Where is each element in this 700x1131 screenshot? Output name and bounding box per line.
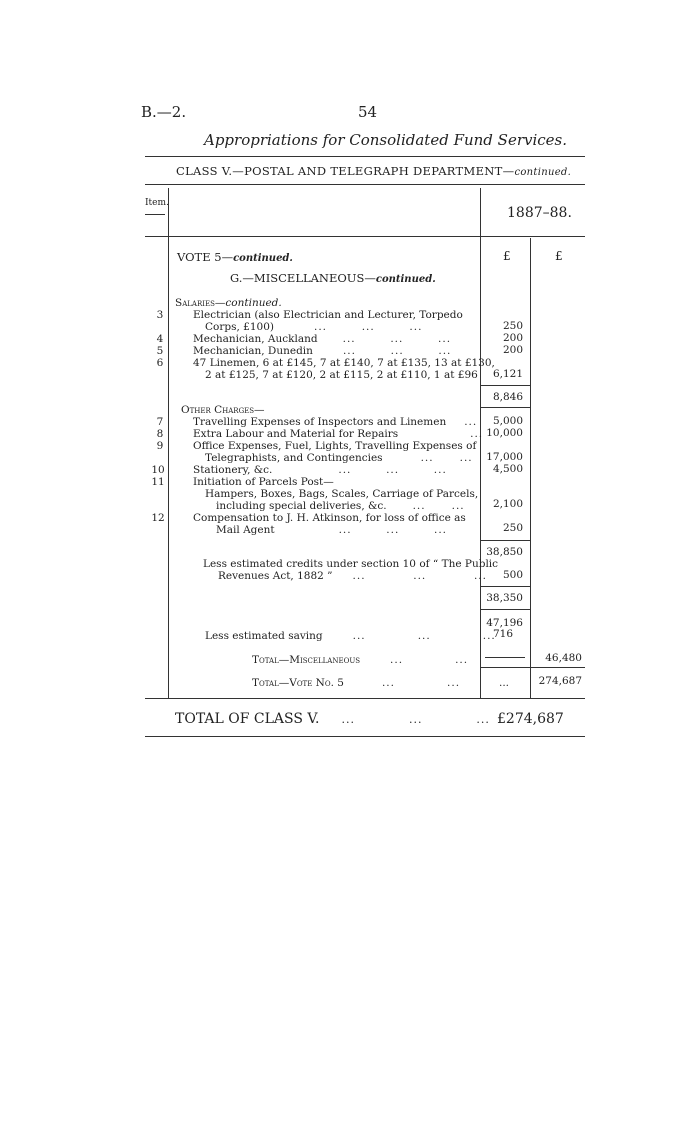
line-text: TOTAL OF CLASS V. [175,711,320,727]
line-item-description: 2 at £125, 7 at £120, 2 at £115, 2 at £110, 1 at £96 [205,369,478,381]
item-number: 10 [151,464,165,476]
leader-dots: ... [470,428,484,440]
leader-dots: ... ... ... [352,630,496,642]
section-heading-text: G.—MISCELLANEOUS— [230,271,376,285]
item-number: 12 [151,512,165,524]
class-heading [176,164,571,178]
saving-label [205,630,496,642]
line-text: Mail Agent [216,524,275,536]
leader-dots: ... ... ... [338,464,447,476]
total-misc-label [252,654,468,666]
document-ref: B.—2. [141,103,187,121]
line-text: Stationery, &c. [193,464,273,476]
line-item-description: 47 Linemen, 6 at £145, 7 at £140, 7 at £135, 13 at £130, [193,357,495,369]
vote-heading-text: VOTE 5— [177,250,234,264]
leader-dots: ... ... ... [338,524,448,536]
line-text: Less estimated saving [205,630,323,642]
subtotal-rule [481,540,530,541]
line-text: Travelling Expenses of Inspectors and Linemen [193,416,447,428]
class-heading-continued: continued. [514,167,572,178]
item-number: 4 [156,333,164,345]
leader-dots: ... [464,416,478,428]
item-number: 5 [156,345,164,357]
subtotal-amount: 47,196 [486,617,523,629]
page-number: 54 [358,103,378,121]
total-vote-col1: ... [499,677,510,689]
amount: 6,121 [492,368,523,380]
leader-dots: ... ... ... [352,570,487,582]
item-number: 8 [156,428,164,440]
other-charges-total: 38,850 [486,546,523,558]
leader-dots: ... ... [420,452,473,464]
amount: 2,100 [492,498,523,510]
line-text: Revenues Act, 1882 ” [218,570,333,582]
year-header: 1887–88. [507,205,572,221]
total-class-amount: £274,687 [497,711,564,727]
after-credits-amount: 38,350 [486,592,523,604]
rule-header [145,236,585,237]
item-number: 9 [156,440,164,452]
salaries-heading-continued: continued. [225,297,282,309]
line-item-description [205,321,422,333]
leader-dots: ... ... ... [313,321,423,333]
amount: 250 [502,320,523,332]
line-text: including special deliveries, &c. [216,500,387,512]
leader-dots: ... ... [412,500,465,512]
rule-bottom [145,736,585,737]
pound-col2: £ [555,249,563,263]
amount: 17,000 [486,451,523,463]
line-item-description [216,524,447,536]
line-text: Total—Vote No. 5 [252,677,344,689]
page-title: Appropriations for Consolidated Fund Services. [204,131,568,149]
credits-description: Less estimated credits under section 10 of “ The Public [203,558,499,570]
vote-heading-continued: continued. [233,253,293,264]
saving-amount: 716 [492,628,513,640]
leader-dots: ... ... ... [342,345,452,357]
line-item-description [193,428,483,440]
rule-table-bottom [145,698,585,699]
item-header: Item. [145,198,169,208]
line-item-description [205,452,473,464]
vote-heading [177,250,293,264]
line-item-description: Office Expenses, Fuel, Lights, Travelling Expenses of [193,440,477,452]
item-number: 3 [156,309,164,321]
amount: 10,000 [486,427,523,439]
line-text: Telegraphists, and Contingencies [205,452,383,464]
total-vote-amount: 274,687 [538,675,582,687]
item-number: 6 [156,357,164,369]
item-number: 11 [151,476,165,488]
line-item-description [193,416,477,428]
subtotal-rule [481,407,530,408]
line-item-description [193,345,451,357]
amount: 200 [502,332,523,344]
amount: 250 [502,522,523,534]
line-text: Extra Labour and Material for Repairs [193,428,399,440]
line-text: Mechanician, Auckland [193,333,318,345]
leader-dots: ... ... ... [342,333,452,345]
line-text: Mechanician, Dunedin [193,345,313,357]
line-item-description [193,333,451,345]
leader-dots: ... ... ... [341,713,490,726]
amount: 4,500 [492,463,523,475]
rule-class [145,184,585,185]
line-item-description [216,500,465,512]
pound-col1: £ [503,249,511,263]
amount-subcolumn-divider [530,238,531,698]
item-underline [145,214,165,215]
salaries-heading-text: Salaries— [175,297,226,309]
section-heading-continued: continued. [375,274,436,285]
item-number: 7 [156,416,164,428]
total-class-label [175,711,490,727]
line-text: Total—Miscellaneous [252,654,361,666]
leader-dots: ... ... [390,654,469,666]
line-item-description: Initiation of Parcels Post— [193,476,334,488]
total-misc-rule [485,657,525,658]
total-rule [481,667,585,668]
section-heading [230,271,436,285]
line-item-description: Compensation to J. H. Atkinson, for loss of office as [193,512,466,524]
credits-amount: 500 [502,569,523,581]
credits-description [218,570,487,582]
subtotal-rule [481,586,530,587]
salaries-heading [175,297,282,309]
subtotal-rule [481,609,530,610]
rule-top [145,156,585,157]
class-heading-text: CLASS V.—POSTAL AND TELEGRAPH DEPARTMENT— [176,164,515,178]
other-charges-heading: Other Charges— [181,404,265,416]
line-item-description [193,464,447,476]
line-item-description: Electrician (also Electrician and Lecturer, Torpedo [193,309,463,321]
amount: 200 [502,344,523,356]
total-vote-label [252,677,460,689]
subtotal-rule [481,385,530,386]
salaries-total: 8,846 [492,391,523,403]
line-text: Corps, £100) [205,321,274,333]
total-misc-amount: 46,480 [545,652,582,664]
leader-dots: ... ... [381,677,461,689]
amount: 5,000 [492,415,523,427]
line-item-description: Hampers, Boxes, Bags, Scales, Carriage of Parcels, [205,488,479,500]
